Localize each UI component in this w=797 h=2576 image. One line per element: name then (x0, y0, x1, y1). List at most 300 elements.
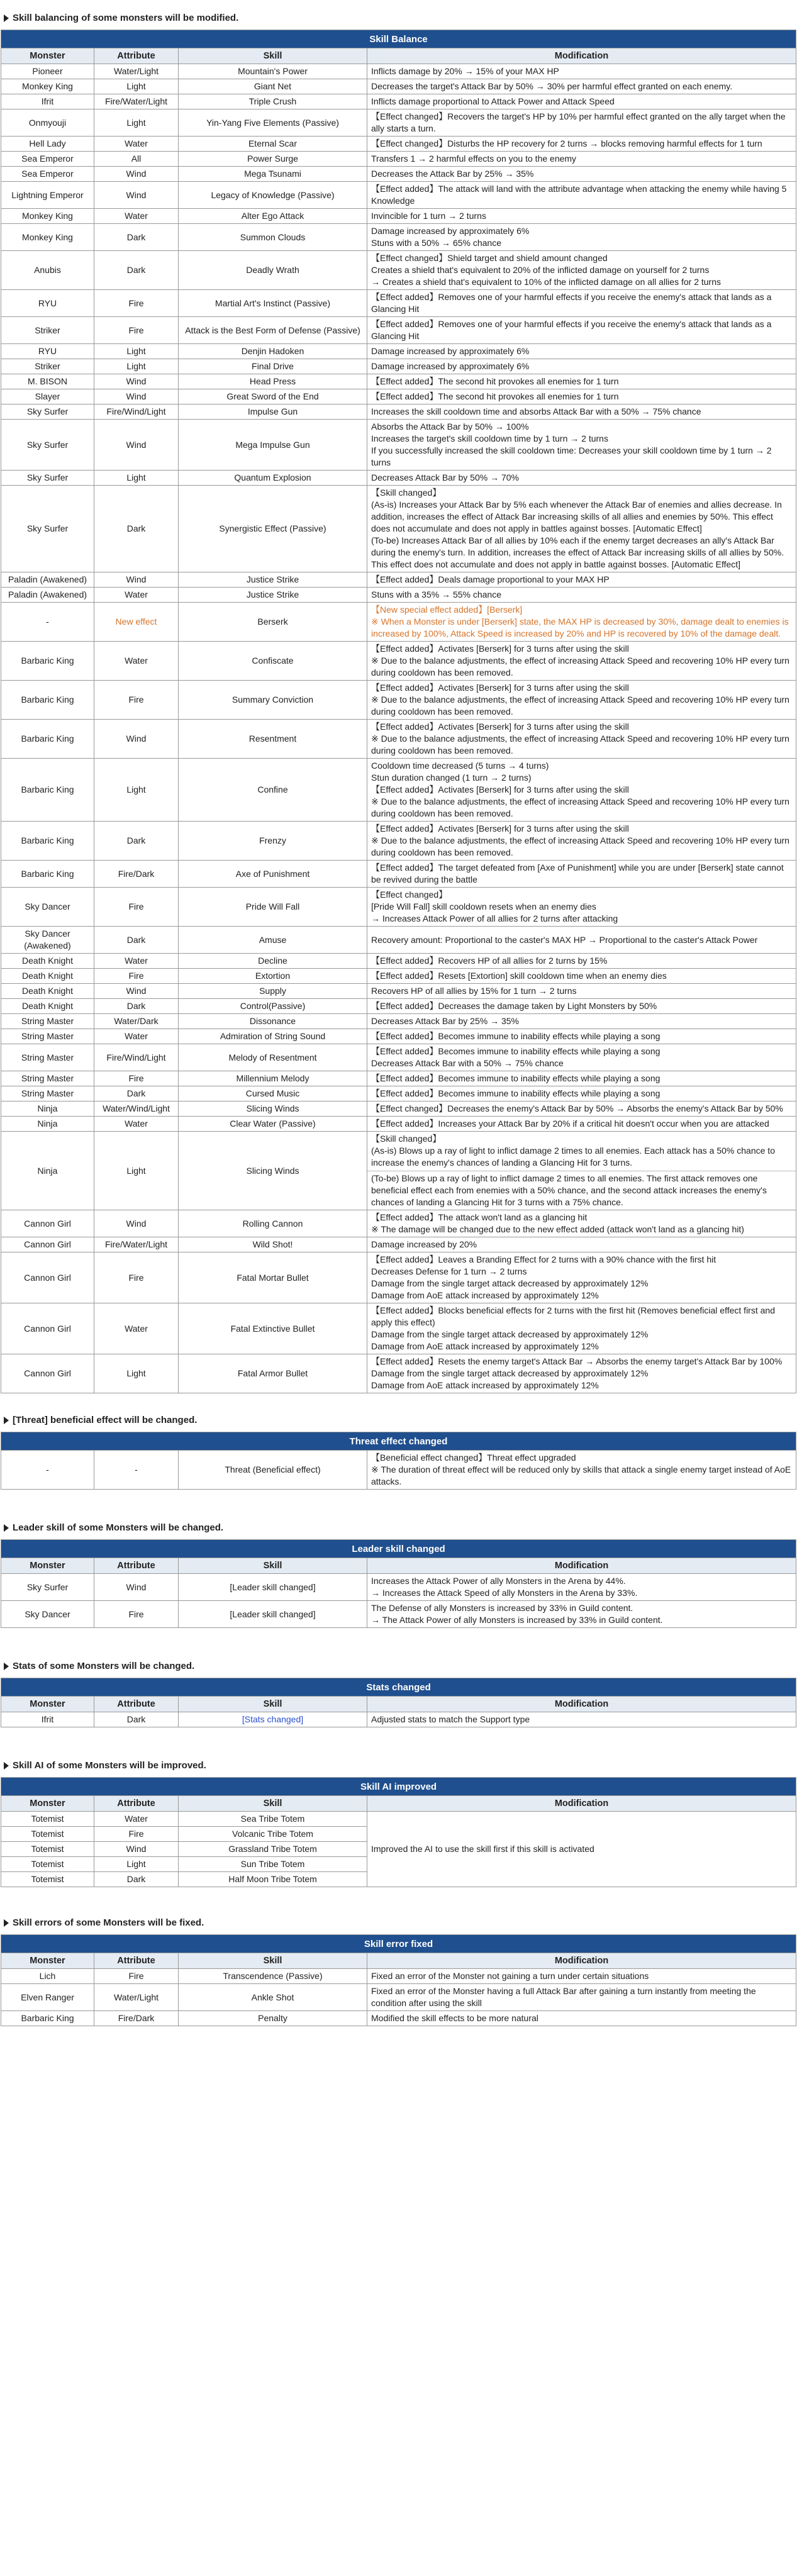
skill-cell: Summon Clouds (179, 224, 367, 251)
column-header: Attribute (94, 48, 179, 64)
modification-cell (367, 109, 796, 137)
column-header-row (1, 1558, 796, 1574)
modification-cell (367, 182, 796, 209)
modification-cell (367, 359, 796, 374)
monster-cell: Lich (1, 1969, 94, 1984)
monster-cell: Lightning Emperor (1, 182, 94, 209)
attribute-cell: Fire (94, 888, 179, 927)
skill-cell: Control(Passive) (179, 999, 367, 1014)
attribute-cell: Wind (94, 374, 179, 389)
column-header-row (1, 1796, 796, 1812)
modification-line: 【Effect changed】 (371, 889, 448, 900)
monster-cell: Barbaric King (1, 642, 94, 681)
table-row (1, 109, 796, 137)
monster-cell: Pioneer (1, 64, 94, 79)
monster-cell: Totemist (1, 1872, 94, 1887)
skill-cell: Extortion (179, 969, 367, 984)
modification-line: 【Effect changed】Recovers the target's HP by 10% per harmful effect granted on the ally target when the ally starts a turn. (371, 111, 786, 133)
modification-cell (367, 1237, 796, 1252)
change-table (1, 1678, 796, 1727)
skill-cell: [Leader skill changed] (179, 1574, 367, 1601)
skill-cell: Wild Shot! (179, 1237, 367, 1252)
banner-title: Skill AI improved (1, 1778, 796, 1796)
modification-line: 【Effect added】The second hit provokes all enemies for 1 turn (371, 376, 619, 386)
skill-cell: Head Press (179, 374, 367, 389)
table-row (1, 1132, 796, 1210)
table-banner (1, 1935, 796, 1953)
attribute-cell: Light (94, 1354, 179, 1393)
modification-cell (367, 720, 796, 759)
modification-line: (To-be) Increases Attack Bar of all allies by 10% each if the enemy target decreases an ally's Attack Bar during the enemy's turn. In addition, increases the effect of Attack Bar increasing skills of all allies by 50%. This effect does not accumulate and does not apply in battle against bosses. [Automatic Effect] (371, 535, 784, 569)
monster-cell: Sky Surfer (1, 420, 94, 471)
monster-cell: String Master (1, 1071, 94, 1086)
table-row (1, 344, 796, 359)
attribute-cell: Fire (94, 317, 179, 344)
monster-cell: Sky Dancer (1, 888, 94, 927)
skill-cell: Attack is the Best Form of Defense (Passive) (179, 317, 367, 344)
monster-cell: Barbaric King (1, 759, 94, 822)
monster-cell: Cannon Girl (1, 1237, 94, 1252)
modification-line: Modified the skill effects to be more natural (371, 2013, 538, 2023)
modification-cell (367, 64, 796, 79)
attribute-cell: Light (94, 1132, 179, 1210)
modification-line: (To-be) Blows up a ray of light to inflict damage 2 times to all enemies. The first attack removes one beneficial effect each from enemies with a 50% chance, and the second attack increases the enemy's chances of landing a Glancing Hit for 3 turns with a 75% chance. (367, 1171, 796, 1208)
modification-line: 【Effect added】Becomes immune to inability effects while playing a song (371, 1031, 660, 1041)
modification-line: 【Beneficial effect changed】Threat effect upgraded (371, 1452, 576, 1463)
modification-cell (367, 642, 796, 681)
modification-cell (367, 588, 796, 603)
modification-line: Cooldown time decreased (5 turns → 4 turns) (371, 761, 549, 771)
table-row (1, 642, 796, 681)
modification-line: ※ Due to the balance adjustments, the effect of increasing Attack Speed and recovering 10% HP every turn during cooldown has been removed. (371, 655, 789, 677)
monster-cell: Paladin (Awakened) (1, 572, 94, 588)
modification-cell (367, 290, 796, 317)
monster-cell: Onmyouji (1, 109, 94, 137)
modification-cell (367, 969, 796, 984)
monster-cell: Barbaric King (1, 681, 94, 720)
column-header: Skill (179, 1796, 367, 1812)
modification-line: 【Effect added】Activates [Berserk] for 3 turns after using the skill (371, 784, 629, 795)
section-heading-text: Leader skill of some Monsters will be changed. (13, 1522, 224, 1533)
modification-cell (367, 861, 796, 888)
modification-line: Decreases the Attack Bar by 25% → 35% (371, 169, 534, 179)
monster-cell: Striker (1, 359, 94, 374)
skill-cell: Grassland Tribe Totem (179, 1842, 367, 1857)
attribute-cell: Fire/Wind/Light (94, 1044, 179, 1071)
modification-line: 【Effect added】Activates [Berserk] for 3 turns after using the skill (371, 823, 629, 834)
modification-line: Damage increased by approximately 6% (371, 226, 530, 236)
modification-line: 【Effect added】Becomes immune to inability effects while playing a song (371, 1088, 660, 1098)
table-row (1, 1029, 796, 1044)
table-row (1, 209, 796, 224)
monster-cell: String Master (1, 1086, 94, 1101)
modification-cell (367, 209, 796, 224)
monster-cell: String Master (1, 1014, 94, 1029)
section-heading-text: Skill errors of some Monsters will be fixed. (13, 1917, 204, 1928)
modification-line: Damage from the single target attack decreased by approximately 12% (371, 1278, 649, 1288)
table-row (1, 389, 796, 404)
monster-cell: String Master (1, 1044, 94, 1071)
skill-cell: Berserk (179, 603, 367, 642)
attribute-cell: Wind (94, 1574, 179, 1601)
modification-line: 【Effect added】The attack will land with the attribute advantage when attacking the enemy while having 5 Knowledge (371, 184, 787, 206)
skill-cell: Melody of Resentment (179, 1044, 367, 1071)
skill-cell: Millennium Melody (179, 1071, 367, 1086)
table-row (1, 420, 796, 471)
skill-cell: Synergistic Effect (Passive) (179, 486, 367, 572)
table-row (1, 167, 796, 182)
attribute-cell: All (94, 152, 179, 167)
monster-cell: Anubis (1, 251, 94, 290)
attribute-cell: Wind (94, 1842, 179, 1857)
table-row (1, 954, 796, 969)
column-header: Monster (1, 1796, 94, 1812)
modification-line: Absorbs the Attack Bar by 50% → 100% (371, 421, 529, 432)
column-header: Modification (367, 48, 796, 64)
section-heading-text: Stats of some Monsters will be changed. (13, 1661, 195, 1671)
banner-title: Leader skill changed (1, 1540, 796, 1558)
skill-cell: Giant Net (179, 79, 367, 94)
attribute-cell: Water (94, 137, 179, 152)
attribute-cell: Light (94, 759, 179, 822)
table-row (1, 1071, 796, 1086)
modification-line: 【Effect added】Blocks beneficial effects for 2 turns with the first hit (Removes beneficial effect first and apply this effect) (371, 1305, 775, 1327)
monster-cell: Sky Surfer (1, 1574, 94, 1601)
modification-cell (367, 1014, 796, 1029)
skill-cell: Fatal Armor Bullet (179, 1354, 367, 1393)
monster-cell: Paladin (Awakened) (1, 588, 94, 603)
modification-cell (367, 471, 796, 486)
modification-line: Damage from the single target attack decreased by approximately 12% (371, 1368, 649, 1378)
table-row (1, 152, 796, 167)
modification-line: Decreases Attack Bar by 25% → 35% (371, 1016, 519, 1026)
modification-cell (367, 1984, 796, 2011)
column-header: Attribute (94, 1697, 179, 1712)
attribute-cell: Water (94, 1029, 179, 1044)
attribute-cell: - (94, 1451, 179, 1490)
modification-cell (367, 984, 796, 999)
modification-line: 【Effect added】Becomes immune to inability effects while playing a song (371, 1046, 660, 1056)
table-row (1, 1044, 796, 1071)
modification-line: 【Effect added】Removes one of your harmful effects if you receive the enemy's attack that lands as a Glancing Hit (371, 292, 772, 314)
table-row (1, 1086, 796, 1101)
modification-line: 【Effect added】Removes one of your harmful effects if you receive the enemy's attack that lands as a Glancing Hit (371, 319, 772, 341)
skill-cell: Amuse (179, 927, 367, 954)
section-heading (4, 1522, 793, 1533)
section-heading-text: Skill AI of some Monsters will be improved. (13, 1760, 206, 1771)
attribute-cell: Water/Light (94, 1984, 179, 2011)
monster-cell: Cannon Girl (1, 1303, 94, 1354)
column-header: Modification (367, 1697, 796, 1712)
modification-cell (367, 1712, 796, 1727)
modification-line: → Increases Attack Power of all allies for 2 turns after attacking (371, 913, 618, 923)
modification-cell (367, 317, 796, 344)
modification-cell (367, 1451, 796, 1490)
modification-cell: Improved the AI to use the skill first if this skill is activated (367, 1812, 796, 1887)
section-heading-text: [Threat] beneficial effect will be changed. (13, 1415, 198, 1425)
modification-cell (367, 1574, 796, 1601)
attribute-cell: New effect (94, 603, 179, 642)
modification-line: Damage from AoE attack increased by approximately 12% (371, 1380, 599, 1390)
attribute-cell: Dark (94, 822, 179, 861)
skill-cell: Penalty (179, 2011, 367, 2026)
modification-line: Recovery amount: Proportional to the caster's MAX HP → Proportional to the caster's Attack Power (371, 934, 758, 945)
table-row (1, 822, 796, 861)
modification-cell (367, 251, 796, 290)
modification-line: Increases the Attack Power of ally Monsters in the Arena by 44%. (371, 1576, 626, 1586)
banner-title: Stats changed (1, 1678, 796, 1697)
modification-cell (367, 1029, 796, 1044)
attribute-cell: Fire (94, 1827, 179, 1842)
modification-cell (367, 681, 796, 720)
skill-cell: Impulse Gun (179, 404, 367, 420)
section-heading (4, 1415, 793, 1425)
modification-line: (As-is) Blows up a ray of light to inflict damage 2 times to all enemies. Each attack has a 50% chance to increase the enemy's chances of landing a Glancing Hit for 3 turns. (371, 1146, 775, 1168)
attribute-cell: Light (94, 1857, 179, 1872)
table-row (1, 471, 796, 486)
attribute-cell: Light (94, 359, 179, 374)
monster-cell: Sea Emperor (1, 152, 94, 167)
modification-line: Damage increased by 20% (371, 1239, 477, 1249)
table-row (1, 486, 796, 572)
modification-cell (367, 344, 796, 359)
modification-line: Increases the target's skill cooldown time by 1 turn → 2 turns (371, 433, 608, 443)
modification-line: Invincible for 1 turn → 2 turns (371, 211, 486, 221)
change-table (1, 1777, 796, 1887)
modification-line: 【Effect added】The attack won't land as a glancing hit (371, 1212, 588, 1222)
monster-cell: Barbaric King (1, 822, 94, 861)
monster-cell: Sky Dancer (Awakened) (1, 927, 94, 954)
table-row (1, 137, 796, 152)
modification-cell (367, 79, 796, 94)
table-row (1, 588, 796, 603)
skill-cell: Sun Tribe Totem (179, 1857, 367, 1872)
table-row (1, 1451, 796, 1490)
modification-cell (367, 1071, 796, 1086)
modification-line: Damage increased by approximately 6% (371, 346, 530, 356)
attribute-cell: Water (94, 1812, 179, 1827)
attribute-cell: Water (94, 209, 179, 224)
attribute-cell: Wind (94, 420, 179, 471)
skill-cell: Volcanic Tribe Totem (179, 1827, 367, 1842)
table-row (1, 1237, 796, 1252)
table-row (1, 1969, 796, 1984)
modification-cell (367, 486, 796, 572)
monster-cell: Ifrit (1, 1712, 94, 1727)
monster-cell: Monkey King (1, 209, 94, 224)
table-row (1, 317, 796, 344)
monster-cell: M. BISON (1, 374, 94, 389)
modification-line: 【Effect added】Decreases the damage taken by Light Monsters by 50% (371, 1001, 657, 1011)
attribute-cell: Fire (94, 969, 179, 984)
table-row (1, 888, 796, 927)
modification-cell (367, 152, 796, 167)
modification-line: 【Effect added】Becomes immune to inability effects while playing a song (371, 1073, 660, 1083)
column-header-row (1, 48, 796, 64)
skill-cell: Great Sword of the End (179, 389, 367, 404)
modification-line: If you successfully increased the skill cooldown time: Decreases your skill cooldown time by 1 turn → 2 turns (371, 445, 772, 467)
skill-cell: Clear Water (Passive) (179, 1117, 367, 1132)
modification-cell (367, 1252, 796, 1303)
modification-line: Damage from AoE attack increased by approximately 12% (371, 1341, 599, 1351)
column-header: Monster (1, 1697, 94, 1712)
modification-line: (As-is) Increases your Attack Bar by 5% each whenever the Attack Bar of enemies and allies decrease. In addition, increases the effect of Attack Bar increasing skills of all allies and enemies by 50%. This effect does not accumulate and does not apply in battles against bosses. [Automatic Effect] (371, 499, 782, 533)
monster-cell: Totemist (1, 1812, 94, 1827)
modification-line: 【Effect added】Increases your Attack Bar by 20% if a critical hit doesn't occur when you are attacked (371, 1118, 769, 1129)
table-row (1, 984, 796, 999)
table-row (1, 79, 796, 94)
table-row (1, 759, 796, 822)
table-row (1, 1210, 796, 1237)
table-row (1, 1601, 796, 1628)
table-row (1, 1303, 796, 1354)
modification-line: 【Effect changed】Shield target and shield amount changed (371, 253, 608, 263)
monster-cell: - (1, 1451, 94, 1490)
banner-title: Skill Balance (1, 30, 796, 48)
modification-cell (367, 420, 796, 471)
modification-line: Fixed an error of the Monster not gaining a turn under certain situations (371, 1971, 649, 1981)
table-row (1, 1984, 796, 2011)
skill-cell: Justice Strike (179, 572, 367, 588)
table-row (1, 94, 796, 109)
column-header: Modification (367, 1953, 796, 1969)
attribute-cell: Water (94, 642, 179, 681)
table-row (1, 969, 796, 984)
modification-line: → Creates a shield that's equivalent to 10% of the inflicted damage on all allies for 2 turns (371, 277, 721, 287)
skill-cell: Threat (Beneficial effect) (179, 1451, 367, 1490)
attribute-cell: Water (94, 1117, 179, 1132)
modification-line: Adjusted stats to match the Support type (371, 1714, 530, 1724)
monster-cell: Sky Surfer (1, 404, 94, 420)
monster-cell: Barbaric King (1, 720, 94, 759)
modification-line: The Defense of ally Monsters is increased by 33% in Guild content. (371, 1603, 633, 1613)
table-row (1, 1252, 796, 1303)
modification-line: 【Effect added】The second hit provokes all enemies for 1 turn (371, 391, 619, 401)
skill-cell: Cursed Music (179, 1086, 367, 1101)
monster-cell: Elven Ranger (1, 1984, 94, 2011)
modification-line: 【Effect changed】Decreases the enemy's Attack Bar by 50% → Absorbs the enemy's Attack Bar by 50% (371, 1103, 783, 1113)
attribute-cell: Water/Light (94, 64, 179, 79)
skill-cell: Slicing Winds (179, 1132, 367, 1210)
skill-cell: Summary Conviction (179, 681, 367, 720)
modification-line: → Increases the Attack Speed of ally Monsters in the Arena by 33%. (371, 1588, 638, 1598)
table-banner (1, 30, 796, 48)
modification-cell (367, 1044, 796, 1071)
table-row (1, 1712, 796, 1727)
modification-cell (367, 1601, 796, 1628)
skill-cell: Ankle Shot (179, 1984, 367, 2011)
column-header: Modification (367, 1796, 796, 1812)
modification-line: Stuns with a 50% → 65% chance (371, 238, 502, 248)
column-header: Monster (1, 1953, 94, 1969)
table-row (1, 1354, 796, 1393)
attribute-cell: Fire/Water/Light (94, 94, 179, 109)
monster-cell: RYU (1, 290, 94, 317)
modification-line: Inflicts damage proportional to Attack Power and Attack Speed (371, 96, 615, 106)
attribute-cell: Water (94, 1303, 179, 1354)
monster-cell: Death Knight (1, 984, 94, 999)
modification-line: ※ Due to the balance adjustments, the effect of increasing Attack Speed and recovering 10% HP every turn during cooldown has been removed. (371, 694, 789, 716)
attribute-cell: Light (94, 109, 179, 137)
banner-title: Skill error fixed (1, 1935, 796, 1953)
triangle-bullet-icon (4, 1919, 9, 1927)
modification-cell (367, 603, 796, 642)
skill-cell: Quantum Explosion (179, 471, 367, 486)
modification-cell (367, 1969, 796, 1984)
attribute-cell: Fire (94, 1969, 179, 1984)
table-row (1, 572, 796, 588)
modification-line: Recovers HP of all allies by 15% for 1 turn → 2 turns (371, 986, 577, 996)
modification-line: ※ Due to the balance adjustments, the effect of increasing Attack Speed and recovering 10% HP every turn during cooldown has been removed. (371, 835, 789, 857)
attribute-cell: Fire/Water/Light (94, 1237, 179, 1252)
monster-cell: Ninja (1, 1132, 94, 1210)
skill-cell: Fatal Mortar Bullet (179, 1252, 367, 1303)
modification-cell (367, 404, 796, 420)
column-header: Modification (367, 1558, 796, 1574)
monster-cell: Striker (1, 317, 94, 344)
modification-cell (367, 999, 796, 1014)
modification-cell (367, 167, 796, 182)
modification-line: Damage increased by approximately 6% (371, 361, 530, 371)
modification-line: 【Effect added】Activates [Berserk] for 3 turns after using the skill (371, 722, 629, 732)
attribute-cell: Fire/Dark (94, 861, 179, 888)
attribute-cell: Fire (94, 1601, 179, 1628)
attribute-cell: Fire (94, 681, 179, 720)
modification-cell (367, 374, 796, 389)
attribute-cell: Dark (94, 1872, 179, 1887)
column-header: Monster (1, 48, 94, 64)
change-table (1, 1934, 796, 2026)
modification-line: Transfers 1 → 2 harmful effects on you to the enemy (371, 153, 577, 164)
modification-line: Damage from the single target attack decreased by approximately 12% (371, 1329, 649, 1339)
column-header: Skill (179, 1697, 367, 1712)
modification-cell (367, 1086, 796, 1101)
skill-cell: Fatal Extinctive Bullet (179, 1303, 367, 1354)
table-row (1, 720, 796, 759)
modification-line: Decreases the target's Attack Bar by 50% → 30% per harmful effect granted on each enemy. (371, 81, 733, 91)
skill-cell: Legacy of Knowledge (Passive) (179, 182, 367, 209)
attribute-cell: Wind (94, 182, 179, 209)
skill-cell: Triple Crush (179, 94, 367, 109)
table-row (1, 290, 796, 317)
modification-line: Creates a shield that's equivalent to 20% of the inflicted damage on yourself for 2 turns (371, 265, 710, 275)
section-heading (4, 13, 793, 23)
monster-cell: Cannon Girl (1, 1210, 94, 1237)
monster-cell: Sky Dancer (1, 1601, 94, 1628)
modification-cell (367, 224, 796, 251)
modification-cell (367, 572, 796, 588)
modification-cell (367, 759, 796, 822)
table-banner (1, 1432, 796, 1451)
table-row (1, 603, 796, 642)
table-row (1, 681, 796, 720)
table-row (1, 64, 796, 79)
monster-cell: Sky Surfer (1, 471, 94, 486)
skill-cell: Mega Tsunami (179, 167, 367, 182)
skill-cell: Dissonance (179, 1014, 367, 1029)
table-row (1, 404, 796, 420)
attribute-cell: Wind (94, 984, 179, 999)
modification-line: 【Effect added】Resets the enemy target's Attack Bar → Absorbs the enemy target's Attack Bar by 100% (371, 1356, 783, 1366)
table-banner (1, 1778, 796, 1796)
skill-cell: Slicing Winds (179, 1101, 367, 1117)
monster-cell: Sky Surfer (1, 486, 94, 572)
modification-line: 【Skill changed】 (371, 488, 442, 498)
column-header: Monster (1, 1558, 94, 1574)
monster-cell: String Master (1, 1029, 94, 1044)
table-banner (1, 1678, 796, 1697)
attribute-cell: Water/Wind/Light (94, 1101, 179, 1117)
